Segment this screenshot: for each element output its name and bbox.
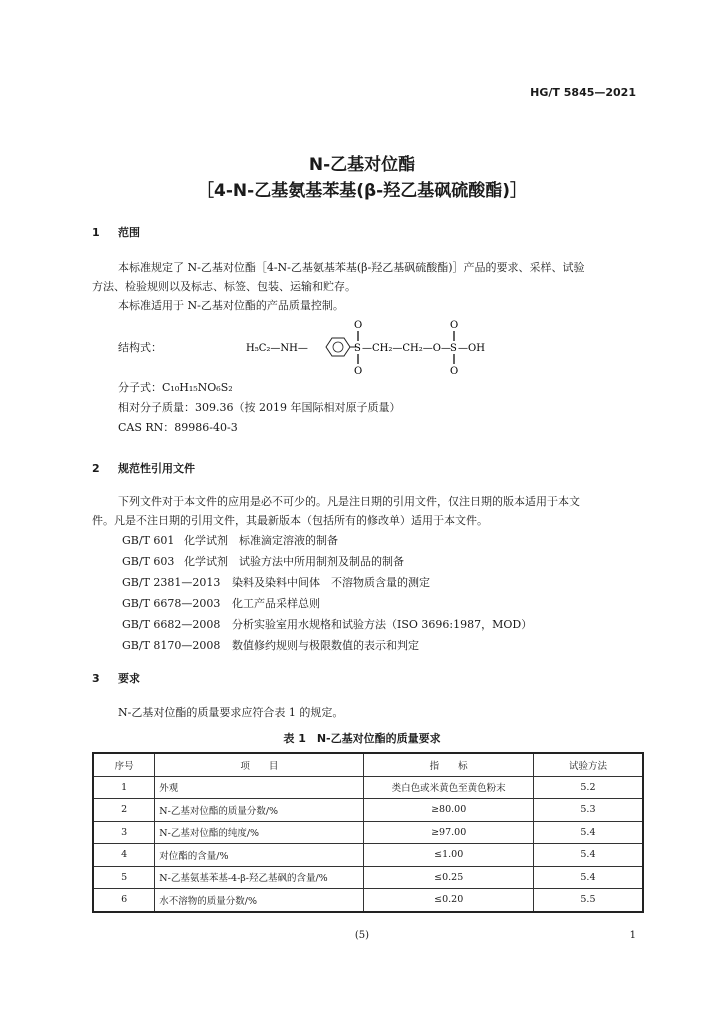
section-title: 规范性引用文件 [118, 462, 195, 475]
table-cell: ≥97.00 [364, 821, 533, 844]
reference-code: GB/T 2381—2013 [122, 576, 221, 589]
reference-item [122, 637, 419, 653]
formula-s-1: S [354, 343, 361, 354]
table-cell: ≤0.25 [364, 866, 533, 889]
table-row [93, 799, 643, 822]
column-header: 序号 [93, 753, 155, 776]
refs-para-line-1: 下列文件对于本文件的应用是必不可少的。凡是注日期的引用文件，仅注日期的版本适用于本文 [118, 495, 580, 508]
table-row [93, 821, 643, 844]
formula-o-bottom-2: O [450, 366, 459, 377]
table-cell: 5.5 [533, 889, 643, 912]
table-cell: ≤0.20 [364, 889, 533, 912]
formula-oh: —OH [458, 343, 485, 354]
column-header: 指 标 [364, 753, 533, 776]
table-caption: 表 1 N-乙基对位酯的质量要求 [283, 732, 441, 745]
reference-title: 数值修约规则与极限数值的表示和判定 [232, 639, 419, 652]
table-header-row [93, 753, 643, 776]
reference-item [122, 595, 320, 611]
scope-para-1-line-1: 本标准规定了 N-乙基对位酯［4-N-乙基氨基苯基(β-羟乙基砜硫酸酯)］产品的要求、采样、试验 [118, 261, 585, 274]
section-3-heading [92, 670, 140, 686]
formula-o-top-1: O [354, 320, 363, 331]
reference-title: 化学试剂 试验方法中所用制剂及制品的制备 [184, 555, 404, 568]
section-number: 3 [92, 672, 100, 685]
reference-code: GB/T 601 [122, 534, 175, 547]
table-cell: 5 [93, 866, 155, 889]
table-cell: 外观 [155, 776, 364, 799]
table-row [93, 776, 643, 799]
table-cell: ≤1.00 [364, 844, 533, 867]
table-cell: 4 [93, 844, 155, 867]
footer-sheet-number: (5) [354, 930, 370, 941]
reference-code: GB/T 603 [122, 555, 175, 568]
table-cell: 5.3 [533, 799, 643, 822]
molecular-mass: 相对分子质量：309.36（按 2019 年国际相对原子质量） [118, 401, 401, 414]
document-title: N-乙基对位酯 [308, 155, 416, 175]
reference-item [122, 574, 430, 590]
table-cell: 对位酯的含量/% [155, 844, 364, 867]
table-cell: 5.2 [533, 776, 643, 799]
table-cell: 2 [93, 799, 155, 822]
reference-title: 化学试剂 标准滴定溶液的制备 [184, 534, 338, 547]
reference-item [122, 553, 404, 569]
formula-o-top-2: O [450, 320, 459, 331]
structure-label: 结构式： [118, 341, 162, 354]
reference-code: GB/T 6678—2003 [122, 597, 221, 610]
table-cell: 水不溶物的质量分数/% [155, 889, 364, 912]
table-cell: ≥80.00 [364, 799, 533, 822]
molecular-formula: 分子式：C₁₀H₁₅NO₆S₂ [118, 381, 233, 394]
reference-title: 化工产品采样总则 [232, 597, 320, 610]
section-number: 2 [92, 462, 100, 475]
reference-code: GB/T 6682—2008 [122, 618, 221, 631]
table-row [93, 866, 643, 889]
reference-item [122, 616, 532, 632]
section-2-heading [92, 460, 195, 476]
table-cell: 5.4 [533, 866, 643, 889]
table-cell: 6 [93, 889, 155, 912]
table-cell: N-乙基对位酯的纯度/% [155, 821, 364, 844]
reference-code: GB/T 8170—2008 [122, 639, 221, 652]
table-cell: 1 [93, 776, 155, 799]
reference-title: 染料及染料中间体 不溶物质含量的测定 [232, 576, 430, 589]
section-title: 要求 [118, 672, 140, 685]
table-row [93, 844, 643, 867]
cas-number: CAS RN：89986-40-3 [118, 421, 238, 434]
section-number: 1 [92, 226, 100, 239]
table-cell: 3 [93, 821, 155, 844]
table-cell: 5.4 [533, 844, 643, 867]
column-header: 项 目 [155, 753, 364, 776]
document-subtitle: ［4-N-乙基氨基苯基(β-羟乙基砜硫酸酯)］ [197, 181, 527, 201]
table-cell: 类白色或米黄色至黄色粉末 [364, 776, 533, 799]
section-title: 范围 [118, 226, 140, 239]
reference-title: 分析实验室用水规格和试验方法（ISO 3696:1987，MOD） [232, 618, 533, 631]
benzene-ring [326, 338, 350, 356]
scope-para-2: 本标准适用于 N-乙基对位酯的产品质量控制。 [118, 299, 344, 312]
section-1-heading [92, 224, 140, 240]
standard-code: HG/T 5845—2021 [530, 86, 636, 99]
formula-o-bottom-1: O [354, 366, 363, 377]
benzene-ring-inner [333, 342, 343, 352]
quality-requirements-table [92, 752, 644, 913]
column-header: 试验方法 [533, 753, 643, 776]
page-number: 1 [629, 930, 636, 941]
table-cell: N-乙基氨基苯基-4-β-羟乙基砜的含量/% [155, 866, 364, 889]
structural-formula [240, 316, 510, 378]
scope-para-1-line-2: 方法、检验规则以及标志、标签、包装、运输和贮存。 [92, 280, 356, 293]
refs-para-line-2: 件。凡是不注日期的引用文件，其最新版本（包括所有的修改单）适用于本文件。 [92, 514, 488, 527]
table-cell: N-乙基对位酯的质量分数/% [155, 799, 364, 822]
table-cell: 5.4 [533, 821, 643, 844]
reference-item [122, 532, 338, 548]
formula-left-group: H₅C₂—NH— [246, 343, 308, 354]
table-row [93, 889, 643, 912]
requirements-para: N-乙基对位酯的质量要求应符合表 1 的规定。 [118, 706, 344, 719]
formula-s-2: S [450, 343, 457, 354]
formula-chain: —CH₂—CH₂—O— [362, 343, 451, 354]
